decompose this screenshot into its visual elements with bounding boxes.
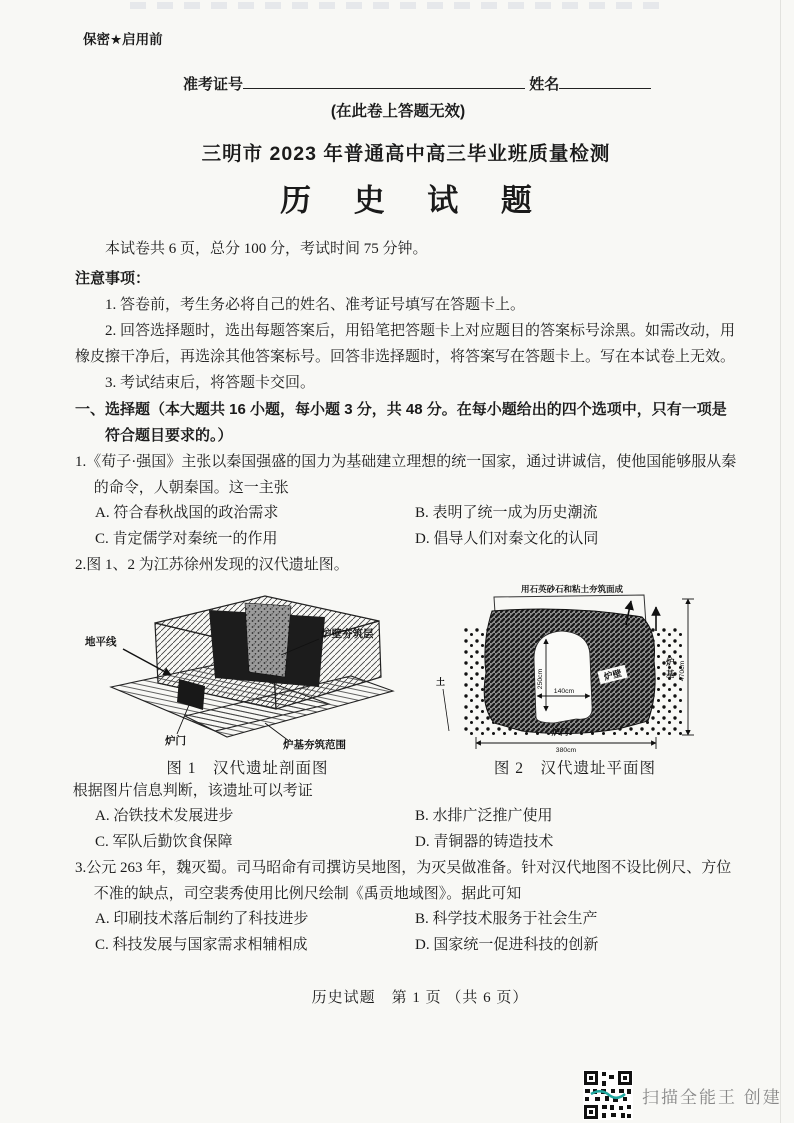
security-notice: 保密★启用前	[83, 32, 163, 47]
exam-title: 三明市 2023 年普通高中高三毕业班质量检测	[201, 143, 611, 165]
fig1-wall-layer-label: 炉壁夯筑层	[320, 627, 373, 640]
scanner-credit-text: 扫描全能王 创建	[642, 1087, 782, 1107]
question-3-stem	[75, 856, 737, 907]
section-heading: 一、选择题（本大题共 16 小题，每小题 3 分，共 48 分。在每小题给出的四个选项中，只有一项是符合题目要求的。）	[75, 401, 727, 444]
notes-heading: 注意事项：	[75, 270, 151, 287]
question-2-options	[95, 804, 737, 855]
figure-row	[75, 583, 737, 778]
question-2-stem	[75, 553, 737, 579]
note-item-1: 1. 答卷前，考生务必将自己的姓名、准考证号填写在答题卡上。	[105, 297, 526, 313]
question-2-number: 2.	[75, 557, 87, 573]
option-1a: A. 符合春秋战国的政治需求	[95, 505, 279, 521]
question-1-options	[95, 501, 737, 552]
fig1-base-range-label: 炉基夯筑范围	[282, 738, 346, 751]
option-1d: D. 倡导人们对秦文化的认同	[415, 531, 599, 547]
option-3b: B. 科学技术服务于社会生产	[415, 911, 598, 927]
page-content	[72, 28, 737, 958]
paper-info: 本试卷共 6 页，总分 100 分，考试时间 75 分钟。	[105, 241, 428, 257]
question-1-text: 《荀子·强国》主张以秦国强盛的国力为基础建立理想的统一国家，通过讲诚信，使他国能够服从秦的命令，人朝秦国。这一主张	[86, 454, 737, 496]
fig2-inner-width-dim: 140cm	[553, 687, 575, 695]
figure-1	[80, 583, 415, 778]
note-item-3: 3. 考试结束后，将答题卡交回。	[105, 375, 316, 391]
subject-title: 历 史 试 题	[280, 183, 549, 218]
fig2-base-label-char2: 基	[666, 668, 675, 679]
fig2-base-label-char1: 炉	[666, 656, 675, 667]
fig2-soil-label: 土	[436, 676, 446, 687]
fig2-wall-label: 炉壁	[602, 667, 623, 682]
option-2a: A. 冶铁技术发展进步	[95, 808, 234, 824]
furnace-core-column	[245, 603, 291, 677]
fig2-door-label: 炉门	[551, 726, 569, 737]
candidate-info-line	[183, 73, 737, 94]
admission-no-blank	[243, 74, 525, 89]
page-footer: 历史试题 第 1 页 （共 6 页）	[311, 990, 529, 1006]
fig2-outer-width-dim: 380cm	[555, 746, 577, 754]
option-2b: B. 水排广泛推广使用	[415, 808, 553, 824]
question-2-followup: 根据图片信息判断，该遗址可以考证	[72, 782, 313, 799]
option-2c: C. 军队后勤饮食保障	[95, 834, 233, 850]
fig2-soil-leader	[443, 689, 449, 731]
fig2-inner-height-dim: 250cm	[537, 668, 544, 689]
option-3a: A. 印刷技术落后制约了科技进步	[95, 911, 309, 927]
figure-1-drawing	[83, 583, 413, 755]
scan-edge-line	[780, 0, 781, 1123]
option-1c: C. 肯定儒学对秦统一的作用	[95, 531, 278, 547]
question-3-number: 3.	[75, 860, 87, 876]
name-blank	[559, 74, 651, 89]
name-label: 姓名	[529, 76, 560, 93]
fig1-base-range-leader	[265, 723, 289, 741]
question-2-text: 图 1、2 为江苏徐州发现的汉代遗址图。	[86, 557, 349, 573]
option-3d: D. 国家统一促进科技的创新	[415, 937, 599, 953]
fig1-door-label: 炉门	[164, 734, 186, 747]
invalid-answer-notice: (在此卷上答题无效)	[330, 103, 466, 120]
question-1-stem	[75, 450, 737, 501]
option-2d: D. 青铜器的铸造技术	[415, 834, 554, 850]
scanner-credit-bar	[583, 1070, 782, 1120]
admission-no-label: 准考证号	[183, 76, 244, 93]
question-3-text: 公元 263 年，魏灭蜀。司马昭命有司撰访吴地图，为灭吴做准备。针对汉代地图不设比例尺、方位不准的缺点，司空裴秀使用比例尺绘制《禹贡地域图》。据此可知	[86, 860, 732, 902]
option-1b: B. 表明了统一成为历史潮流	[415, 505, 598, 521]
fig2-outer-height-dim: 470cm	[679, 660, 686, 681]
bleed-through-strip	[130, 2, 670, 9]
figure-2-drawing	[430, 583, 720, 755]
fig2-top-label: 用石英砂石和粘土夯筑面成	[520, 583, 624, 594]
note-item-2: 2. 回答选择题时，选出每题答案后，用铅笔把答题卡上对应题目的答案标号涂黑。如需改动，用橡皮擦干净后，再选涂其他答案标号。回答非选择题时，将答案写在答题卡上。写在本试卷上无效。	[75, 323, 736, 365]
figure-1-caption: 图 1 汉代遗址剖面图	[166, 759, 329, 777]
question-3-options	[95, 907, 737, 958]
figure-2	[415, 583, 735, 778]
option-3c: C. 科技发展与国家需求相辅相成	[95, 937, 308, 953]
fig1-ground-line-label: 地平线	[84, 635, 116, 648]
figure-2-caption: 图 2 汉代遗址平面图	[493, 759, 657, 777]
question-1-number: 1.	[75, 454, 87, 470]
qr-code-icon	[583, 1070, 633, 1120]
